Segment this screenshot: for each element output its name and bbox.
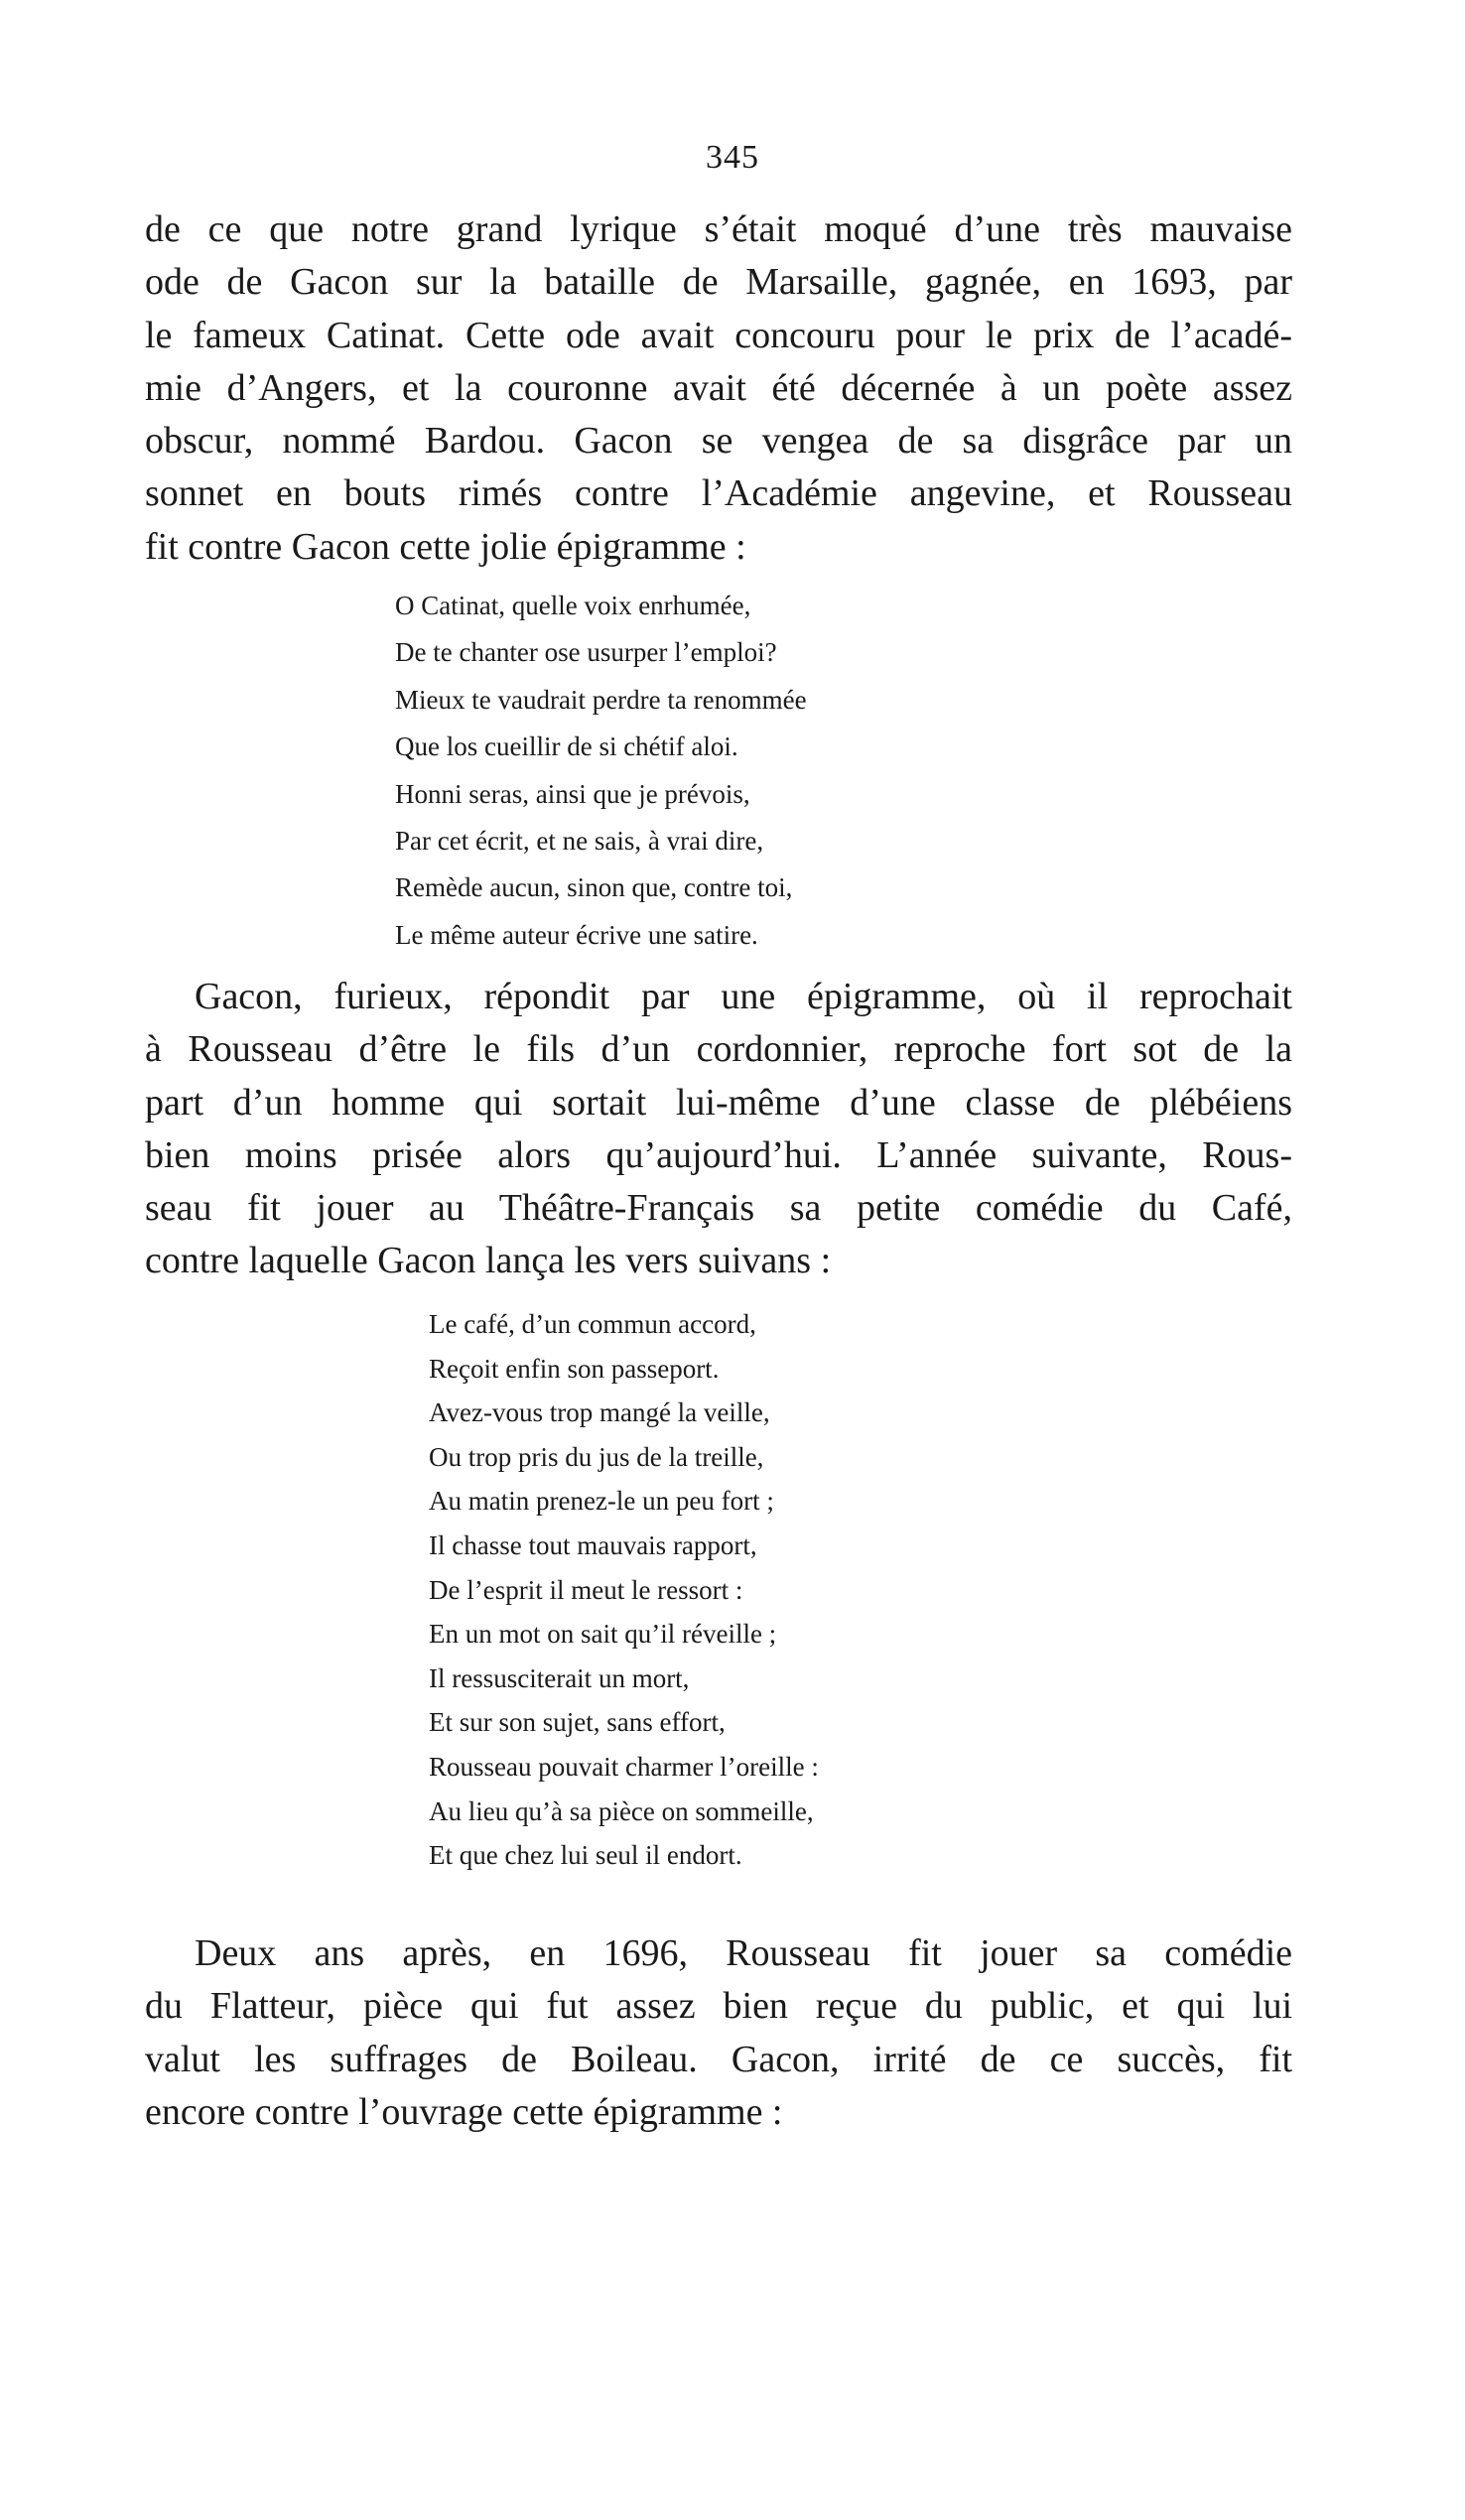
text-line: le fameux Catinat. Cette ode avait concouru pour le prix de l’acadé- (145, 314, 1292, 356)
text-line: contre laquelle Gacon lança les vers suivans : (145, 1240, 832, 1282)
verse-line: O Catinat, quelle voix enrhumée, (395, 591, 751, 620)
verse-line: Le café, d’un commun accord, (429, 1309, 756, 1339)
verse-line: Au matin prenez-le un peu fort ; (429, 1486, 774, 1517)
verse-line: Ou trop pris du jus de la treille, (429, 1441, 764, 1472)
verse-line: Il ressusciterait un mort, (429, 1662, 690, 1693)
verse-line: Il chasse tout mauvais rapport, (429, 1529, 757, 1560)
verse-line: Au lieu qu’à sa pièce on sommeille, (429, 1795, 814, 1826)
text-line: à Rousseau d’être le fils d’un cordonnier, reproche fort sot de la (145, 1028, 1292, 1071)
verse-line: Et que chez lui seul il endort. (429, 1840, 742, 1871)
text-line: fit contre Gacon cette jolie épigramme : (145, 525, 746, 568)
verse-line: De te chanter ose usurper l’emploi? (395, 637, 777, 668)
verse-line: De l’esprit il meut le ressort : (429, 1574, 743, 1605)
text-line: de ce que notre grand lyrique s’était moqué d’une très mauvaise (145, 208, 1292, 250)
verse-line: En un mot on sait qu’il réveille ; (429, 1619, 777, 1650)
text-line: ode de Gacon sur la bataille de Marsaille, gagnée, en 1693, par (145, 261, 1292, 304)
verse-line: Avez-vous trop mangé la veille, (429, 1397, 770, 1428)
paragraph-3 (145, 1927, 1292, 2139)
verse-line: Remède aucun, sinon que, contre toi, (395, 872, 793, 903)
text-line: part d’un homme qui sortait lui-même d’une classe de plébéiens (145, 1081, 1292, 1124)
text-line: seau fit jouer au Théâtre-Français sa petite comédie du Café, (145, 1187, 1292, 1230)
verse-line: Le même auteur écrive une satire. (395, 919, 758, 950)
text-line: sonnet en bouts rimés contre l’Académie angevine, et Rousseau (145, 472, 1292, 515)
verse-line: Honni seras, ainsi que je prévois, (395, 778, 750, 809)
text-line: mie d’Angers, et la couronne avait été décernée à un poète assez (145, 366, 1292, 409)
verse-epigram-2 (429, 1302, 819, 1878)
text-line: Deux ans après, en 1696, Rousseau fit jouer sa comédie (195, 1932, 1292, 1974)
page-number: 345 (706, 139, 759, 176)
verse-line: Et sur son sujet, sans effort, (429, 1707, 726, 1738)
verse-line: Mieux te vaudrait perdre ta renommée (395, 684, 807, 715)
verse-line: Par cet écrit, et ne sais, à vrai dire, (395, 826, 764, 857)
text-line: Gacon, furieux, répondit par une épigramme, où il reprochait (195, 976, 1292, 1017)
text-line: bien moins prisée alors qu’aujourd’hui. L’année suivante, Rous- (145, 1133, 1292, 1176)
verse-epigram-1 (395, 583, 807, 959)
text-line: du Flatteur, pièce qui fut assez bien reçue du public, et qui lui (145, 1985, 1292, 2028)
text-line: valut les suffrages de Boileau. Gacon, irrité de ce succès, fit (145, 2038, 1292, 2080)
verse-line: Reçoit enfin son passeport. (429, 1353, 720, 1384)
verse-line: Que los cueillir de si chétif aloi. (395, 731, 738, 762)
text-line: encore contre l’ouvrage cette épigramme : (145, 2090, 783, 2133)
verse-line: Rousseau pouvait charmer l’oreille : (429, 1751, 819, 1782)
paragraph-2 (145, 971, 1292, 1288)
text-line: obscur, nommé Bardou. Gacon se vengea de sa disgrâce par un (145, 420, 1292, 463)
paragraph-1 (145, 203, 1292, 574)
